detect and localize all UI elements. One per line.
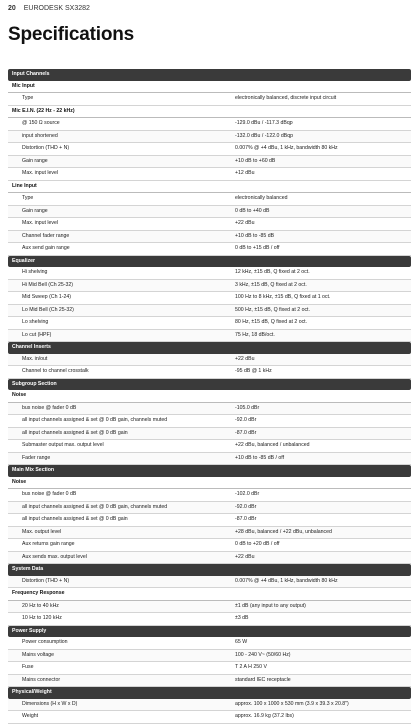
spec-value: 3 kHz, ±15 dB, Q fixed at 2 oct. (235, 281, 307, 288)
spec-row (8, 354, 411, 367)
section-header: Subgroup Section (8, 379, 411, 391)
spec-value: +12 dBu (235, 170, 255, 176)
spec-label: Type (22, 195, 34, 201)
spec-row (8, 156, 411, 169)
spec-value: 12 kHz, ±15 dB, Q fixed at 2 oct. (235, 269, 310, 275)
subsection-header: Noise (8, 390, 411, 403)
spec-value: ±3 dB (235, 615, 249, 621)
section-header: Physical/Weight (8, 687, 411, 699)
spec-value: -87.0 dBr (235, 429, 257, 436)
spec-row (8, 637, 411, 650)
spec-value: -95 dB @ 1 kHz (235, 368, 272, 374)
spec-row (8, 576, 411, 589)
spec-label: Hi shelving (22, 269, 48, 275)
spec-value: 0 dB to +20 dB / off (235, 541, 280, 547)
spec-label: Distortion (THD + N) (22, 577, 70, 584)
spec-label: Fader range (22, 454, 51, 461)
section-header: Input Channels (8, 69, 411, 81)
spec-value: -129.0 dBu / -117.3 dBqp (235, 120, 293, 126)
spec-label: Lo cut (HPF) (22, 331, 52, 338)
spec-label: Distortion (THD + N) (22, 145, 70, 151)
section-header: Channel Inserts (8, 342, 411, 354)
spec-label: Mains connector (22, 676, 61, 683)
spec-value: 75 Hz, 18 dB/oct. (235, 331, 275, 338)
spec-label: Gain range (22, 207, 48, 214)
section-header: Equalizer (8, 256, 411, 268)
spec-label: all input channels assigned & set @ 0 dB gain, channels muted (22, 417, 168, 423)
spec-row (8, 440, 411, 453)
section-header: Power Supply (8, 626, 411, 638)
spec-row (8, 317, 411, 330)
spec-value: T 2 A H 250 V (235, 664, 267, 670)
spec-row (8, 131, 411, 144)
spec-row (8, 330, 411, 343)
spec-value: +22 dBu (235, 553, 255, 560)
subsection-header: Frequency Response (8, 588, 411, 601)
spec-row (8, 243, 411, 256)
page-header (8, 5, 90, 12)
spec-row (8, 93, 411, 106)
spec-label: Gain range (22, 157, 48, 164)
subsection-header: Noise (8, 477, 411, 490)
spec-value: 80 Hz, ±15 dB, Q fixed at 2 oct. (235, 319, 308, 325)
product-name: EURODESK SX3282 (23, 5, 90, 12)
page-number: 20 (8, 5, 16, 12)
spec-label: Max. output level (22, 528, 62, 535)
spec-label: Aux returns gain range (22, 541, 75, 547)
spec-row (8, 514, 411, 527)
spec-value: 500 Hz, ±15 dB, Q fixed at 2 oct. (235, 306, 310, 313)
spec-label: 10 Hz to 120 kHz (22, 615, 62, 621)
spec-label: Max. input level (22, 170, 59, 176)
spec-value: -92.0 dBr (235, 417, 257, 423)
spec-value: -102.0 dBr (235, 491, 260, 497)
spec-label: Dimensions (H x W x D) (22, 700, 78, 707)
spec-row (8, 292, 411, 305)
spec-row (8, 305, 411, 318)
spec-label: Hi Mid Bell (Ch 25-32) (22, 281, 74, 288)
spec-row (8, 502, 411, 515)
spec-label: Aux sends max. output level (22, 553, 87, 560)
subsection-header: Line Input (8, 181, 411, 194)
spec-label: Mid Sweep (Ch 1-24) (22, 294, 72, 300)
spec-label: Max. in/out (22, 355, 48, 362)
spec-value: electronically balanced, discrete input circuit (235, 95, 337, 101)
spec-value: 100 - 240 V~ (50/60 Hz) (235, 651, 291, 658)
spec-value: approx. 100 x 1000 x 530 mm (3.9 x 39.3 x 20.8") (235, 700, 349, 707)
spec-row (8, 267, 411, 280)
spec-row (8, 539, 411, 552)
spec-label: Aux send gain range (22, 245, 70, 251)
spec-label: Channel to channel crosstalk (22, 368, 89, 374)
spec-row (8, 415, 411, 428)
spec-value: 0 dB to +15 dB / off (235, 245, 280, 251)
subsection-header: Mic Input (8, 81, 411, 94)
spec-value: +28 dBu, balanced / +22 dBu, unbalanced (235, 528, 332, 535)
spec-row (8, 650, 411, 663)
spec-label: bus noise @ fader 0 dB (22, 404, 77, 411)
spec-row (8, 552, 411, 565)
spec-row (8, 613, 411, 626)
spec-row (8, 453, 411, 466)
spec-value: electronically balanced (235, 195, 288, 201)
spec-row (8, 428, 411, 441)
spec-value: -92.0 dBr (235, 503, 257, 510)
spec-row (8, 143, 411, 156)
spec-label: Lo Mid Bell (Ch 25-32) (22, 306, 74, 313)
spec-row (8, 231, 411, 244)
spec-label: @ 150 Ω source (22, 120, 60, 126)
spec-row (8, 218, 411, 231)
spec-label: Channel fader range (22, 232, 70, 239)
spec-value: 0.007% @ +4 dBu, 1 kHz, bandwidth 80 kHz (235, 577, 338, 584)
spec-label: Power consumption (22, 639, 68, 645)
spec-value: -132.0 dBu / -122.0 dBqp (235, 132, 293, 139)
spec-row (8, 699, 411, 712)
spec-row (8, 366, 411, 379)
spec-label: Weight (22, 713, 39, 719)
spec-label: Submaster output max. output level (22, 442, 104, 448)
spec-value: +10 dB to -85 dB (235, 232, 275, 239)
spec-label: bus noise @ fader 0 dB (22, 491, 77, 497)
spec-row (8, 489, 411, 502)
page-title: Specifications (8, 24, 135, 45)
spec-value: -87.0 dBr (235, 516, 257, 522)
spec-row (8, 280, 411, 293)
spec-label: Type (22, 95, 34, 101)
spec-value: +22 dBu (235, 220, 255, 226)
spec-label: all input channels assigned & set @ 0 dB gain (22, 429, 128, 436)
spec-row (8, 206, 411, 219)
spec-label: 20 Hz to 40 kHz (22, 602, 59, 609)
spec-value: 0.007% @ +4 dBu, 1 kHz, bandwidth 80 kHz (235, 145, 338, 151)
spec-label: Lo shelving (22, 319, 49, 325)
spec-value: 65 W (235, 639, 248, 645)
spec-row (8, 601, 411, 614)
spec-row (8, 193, 411, 206)
spec-row (8, 662, 411, 675)
spec-row (8, 118, 411, 131)
spec-value: approx. 16.9 kg (37.2 lbs) (235, 713, 294, 719)
spec-row (8, 711, 411, 724)
spec-label: Fuse (22, 664, 34, 670)
spec-label: all input channels assigned & set @ 0 dB gain (22, 516, 128, 522)
spec-value: ±1 dB (any input to any output) (235, 602, 306, 609)
spec-row (8, 168, 411, 181)
spec-value: +10 dB to +60 dB (235, 157, 276, 164)
spec-value: -105.0 dBr (235, 404, 260, 411)
spec-row (8, 527, 411, 540)
spec-row (8, 675, 411, 688)
section-header: System Data (8, 564, 411, 576)
subsection-header: Mic E.I.N. (22 Hz - 22 kHz) (8, 106, 411, 119)
spec-value: 100 Hz to 8 kHz, ±15 dB, Q fixed at 1 oct. (235, 294, 331, 300)
spec-value: +22 dBu (235, 355, 255, 362)
spec-label: all input channels assigned & set @ 0 dB gain, channels muted (22, 503, 168, 510)
spec-value: +22 dBu, balanced / unbalanced (235, 442, 310, 448)
spec-table (8, 69, 411, 724)
spec-label: Mains voltage (22, 651, 55, 658)
spec-value: standard IEC receptacle (235, 676, 291, 683)
section-header: Main Mix Section (8, 465, 411, 477)
spec-value: +10 dB to -85 dB / off (235, 454, 285, 461)
spec-value: 0 dB to +40 dB (235, 207, 270, 214)
spec-label: Max. input level (22, 220, 59, 226)
spec-row (8, 403, 411, 416)
spec-label: input shortened (22, 132, 58, 139)
